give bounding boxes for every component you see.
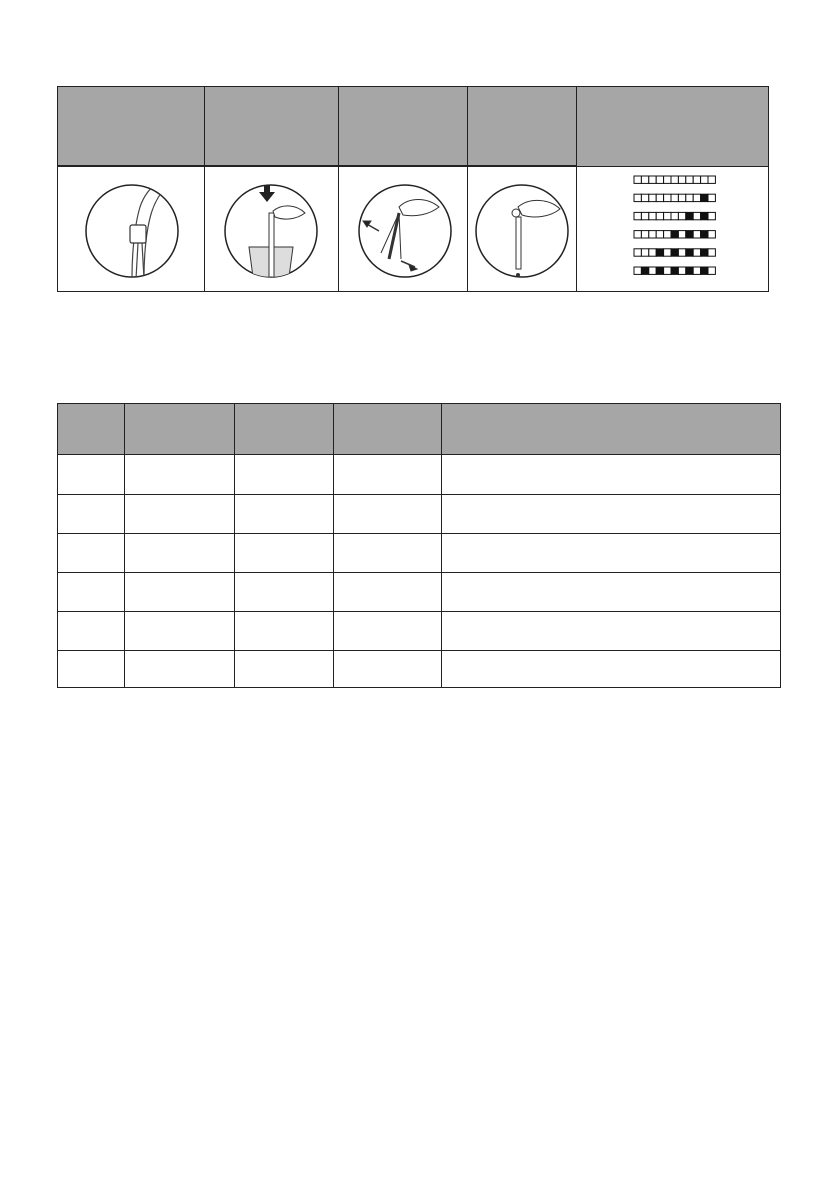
table-row xyxy=(57,651,781,688)
scale-square-filled xyxy=(701,212,708,219)
step-1-header xyxy=(57,86,205,166)
scale-square-empty xyxy=(664,194,671,201)
step-1-cell xyxy=(57,166,205,292)
hardness-results-table xyxy=(57,403,781,688)
column-divider xyxy=(333,403,334,688)
scale-square-filled xyxy=(671,267,678,274)
scale-square-empty xyxy=(664,231,671,238)
scale-square-empty xyxy=(708,176,715,183)
scale-square-empty xyxy=(641,231,648,238)
scale-square-empty xyxy=(634,249,641,256)
scale-square-filled xyxy=(671,249,678,256)
scale-square-empty xyxy=(664,212,671,219)
scale-square-empty xyxy=(678,231,685,238)
scale-square-empty xyxy=(693,176,700,183)
scale-square-empty xyxy=(671,176,678,183)
scale-square-filled xyxy=(701,249,708,256)
scale-square-empty xyxy=(649,231,656,238)
hardness-scale-bar xyxy=(634,249,715,256)
scale-square-filled xyxy=(686,267,693,274)
scale-square-empty xyxy=(678,249,685,256)
step-5-cell xyxy=(576,166,769,292)
scale-square-empty xyxy=(634,267,641,274)
scale-square-empty xyxy=(686,194,693,201)
scale-square-empty xyxy=(686,176,693,183)
scale-square-empty xyxy=(656,212,663,219)
scale-square-filled xyxy=(656,249,663,256)
table-row xyxy=(57,495,781,534)
scale-square-empty xyxy=(693,231,700,238)
hardness-scale-bar xyxy=(634,194,715,201)
scale-square-filled xyxy=(686,212,693,219)
scale-square-empty xyxy=(664,249,671,256)
scale-square-empty xyxy=(649,194,656,201)
scale-square-filled xyxy=(701,231,708,238)
hardness-scale-bar xyxy=(634,267,715,274)
scale-square-empty xyxy=(693,267,700,274)
scale-square-filled xyxy=(686,249,693,256)
scale-square-empty xyxy=(693,249,700,256)
scale-square-filled xyxy=(701,267,708,274)
step-4-cell xyxy=(467,166,577,292)
read-strip-icon xyxy=(468,167,578,293)
table-row xyxy=(57,455,781,495)
scale-square-empty xyxy=(701,176,708,183)
scale-square-empty xyxy=(641,194,648,201)
shake-strip-icon xyxy=(339,167,469,293)
scale-square-empty xyxy=(678,194,685,201)
scale-square-empty xyxy=(641,176,648,183)
scale-square-filled xyxy=(641,267,648,274)
hardness-scale-bar xyxy=(634,231,715,238)
scale-square-filled xyxy=(701,194,708,201)
scale-square-empty xyxy=(693,212,700,219)
scale-square-empty xyxy=(641,212,648,219)
scale-square-empty xyxy=(678,267,685,274)
scale-square-empty xyxy=(664,267,671,274)
scale-square-empty xyxy=(656,176,663,183)
scale-square-empty xyxy=(649,176,656,183)
scale-square-empty xyxy=(678,176,685,183)
scale-square-empty xyxy=(634,176,641,183)
hardness-scale-bar xyxy=(634,212,715,219)
scale-square-empty xyxy=(649,212,656,219)
test-steps-table xyxy=(57,86,769,292)
table-row xyxy=(57,534,781,573)
tap-water-icon xyxy=(58,167,206,293)
scale-square-empty xyxy=(671,194,678,201)
table-row xyxy=(57,612,781,651)
scale-square-empty xyxy=(671,212,678,219)
step-3-header xyxy=(338,86,468,166)
scale-square-empty xyxy=(656,194,663,201)
column-divider xyxy=(124,403,125,688)
step-2-cell xyxy=(204,166,339,292)
scale-square-empty xyxy=(708,267,715,274)
scale-square-empty xyxy=(656,231,663,238)
hardness-scale-icon xyxy=(577,167,770,293)
scale-square-filled xyxy=(656,267,663,274)
scale-square-filled xyxy=(671,231,678,238)
scale-square-empty xyxy=(634,231,641,238)
scale-square-empty xyxy=(634,212,641,219)
scale-square-empty xyxy=(678,212,685,219)
scale-square-empty xyxy=(708,212,715,219)
scale-square-empty xyxy=(634,194,641,201)
step-3-cell xyxy=(338,166,468,292)
column-divider xyxy=(441,403,442,688)
table-row xyxy=(57,573,781,612)
scale-square-empty xyxy=(649,267,656,274)
hardness-scale-bar xyxy=(634,176,715,183)
scale-square-empty xyxy=(693,194,700,201)
step-5-header xyxy=(576,86,769,167)
scale-square-empty xyxy=(708,194,715,201)
step-2-header xyxy=(204,86,339,166)
scale-square-filled xyxy=(686,231,693,238)
scale-square-empty xyxy=(708,231,715,238)
scale-square-empty xyxy=(641,249,648,256)
step-4-header xyxy=(467,86,577,166)
results-table-header xyxy=(57,403,781,455)
column-divider xyxy=(234,403,235,688)
scale-square-empty xyxy=(664,176,671,183)
dip-strip-in-glass-icon xyxy=(205,167,340,293)
scale-square-empty xyxy=(708,249,715,256)
scale-square-empty xyxy=(649,249,656,256)
